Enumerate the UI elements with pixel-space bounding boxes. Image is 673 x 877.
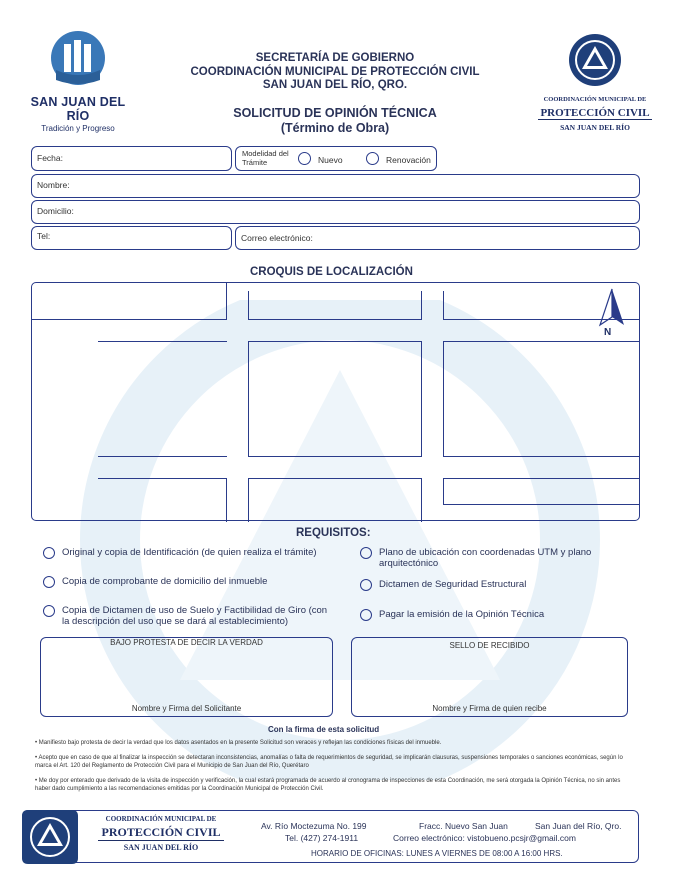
modalidad-label: Modelidad del Trámite <box>242 149 289 167</box>
north-label: N <box>604 327 612 338</box>
req-right-1[interactable]: Plano de ubicación con coordenadas UTM y plano arquitectónico <box>379 548 629 569</box>
signature-solicitante-label: Nombre y Firma del Solicitante <box>131 704 242 713</box>
domicilio-label: Domicilio: <box>37 206 74 216</box>
form-title: SOLICITUD DE OPINIÓN TÉCNICA <box>233 106 437 120</box>
req-right-2[interactable]: Dictamen de Seguridad Estructural <box>379 580 629 591</box>
footer-colonia: Fracc. Nuevo San Juan <box>419 821 508 831</box>
signature-protesta-label: BAJO PROTESTA DE DECIR LA VERDAD <box>110 638 263 647</box>
form-subtitle: (Término de Obra) <box>280 121 390 135</box>
header-block <box>160 52 510 93</box>
correo-label: Correo electrónico: <box>241 233 313 243</box>
renovacion-label: Renovación <box>386 155 431 165</box>
notes-title: Con la firma de esta solicitud <box>268 725 380 734</box>
map-block <box>443 478 640 505</box>
logo-line2: PROTECCIÓN CIVIL <box>540 107 650 119</box>
nuevo-label: Nuevo <box>318 155 343 165</box>
north-arrow-icon <box>592 287 632 337</box>
req-checkbox[interactable] <box>43 576 55 588</box>
requisitos-title: REQUISITOS: <box>296 527 371 539</box>
footer-phone: Tel. (427) 274-1911 <box>285 833 359 843</box>
req-checkbox[interactable] <box>43 547 55 559</box>
municipality-logo <box>22 30 134 133</box>
fecha-label: Fecha: <box>37 153 63 163</box>
map-block <box>248 478 422 522</box>
civil-protection-triangle-icon <box>567 32 623 88</box>
map-block <box>248 341 422 457</box>
sello-recibido-label: SELLO DE RECIBIDO <box>449 641 530 650</box>
header-line2: COORDINACIÓN MUNICIPAL DE PROTECCIÓN CIVIL <box>190 65 480 78</box>
req-left-3[interactable]: Copia de Dictamen de uso de Suelo y Factibilidad de Giro (con la descripción del uso que se dará al establecimiento) <box>62 606 332 627</box>
nuevo-radio[interactable] <box>298 152 311 165</box>
building-columns-icon <box>50 30 106 86</box>
map-block <box>443 341 640 457</box>
footer-logo-line2: PROTECCIÓN CIVIL <box>98 825 223 841</box>
footer-hours: HORARIO DE OFICINAS: LUNES A VIERNES DE 08:00 A 16:00 HRS. <box>311 849 563 858</box>
municipality-name: SAN JUAN DEL RÍO <box>30 95 126 123</box>
req-checkbox[interactable] <box>360 609 372 621</box>
footer-address: Av. Río Moctezuma No. 199 <box>261 821 367 831</box>
tel-label: Tel: <box>37 231 51 241</box>
footer-logo-line1: COORDINACIÓN MUNICIPAL DE <box>105 815 217 823</box>
form-title-block <box>160 106 510 136</box>
footer-city: San Juan del Río, Qro. <box>535 821 622 831</box>
note-item: • Me doy por enterado que derivado de la visita de inspección y verificación, la cual estará programada de acuerdo al cronograma de inspecciones de esta Coordinación, me será otorgada la Opinión Técnica, no sin antes haber dado cumplimiento a las recomendaciones emitidas por la Coordinación Municipal de Protección Civil. <box>35 778 621 792</box>
req-left-2[interactable]: Copia de comprobante de domicilio del inmueble <box>62 577 342 588</box>
domicilio-field[interactable] <box>31 200 640 224</box>
req-left-1[interactable]: Original y copia de Identificación (de quien realiza el trámite) <box>62 548 342 559</box>
signature-box-recibido[interactable] <box>351 637 628 717</box>
nombre-field[interactable] <box>31 174 640 198</box>
signature-box-solicitante[interactable] <box>40 637 333 717</box>
renovacion-radio[interactable] <box>366 152 379 165</box>
req-checkbox[interactable] <box>360 547 372 559</box>
footer-email[interactable]: Correo electrónico: vistobueno.pcsjr@gmail.com <box>393 833 576 843</box>
header-line3: SAN JUAN DEL RÍO, QRO. <box>262 79 408 91</box>
req-checkbox[interactable] <box>43 605 55 617</box>
map-block <box>248 291 422 320</box>
civil-protection-triangle-icon <box>22 810 78 864</box>
croquis-map[interactable] <box>31 282 640 521</box>
nombre-label: Nombre: <box>37 180 70 190</box>
logo-line1: COORDINACIÓN MUNICIPAL DE <box>543 96 647 103</box>
req-right-3[interactable]: Pagar la emisión de la Opinión Técnica <box>379 610 629 621</box>
map-block <box>98 341 227 457</box>
map-block <box>98 478 227 522</box>
municipality-tagline: Tradición y Progreso <box>41 124 115 133</box>
logo-line3: SAN JUAN DEL RÍO <box>560 123 630 132</box>
footer <box>22 810 639 863</box>
footer-logo-line3: SAN JUAN DEL RÍO <box>123 843 199 852</box>
tel-field[interactable] <box>31 226 232 250</box>
header-line1: SECRETARÍA DE GOBIERNO <box>255 52 415 64</box>
note-item: • Manifiesto bajo protesta de decir la verdad que los datos asentados en la presente Solicitud son veraces y reflejan las condiciones físicas del inmueble. <box>35 740 442 746</box>
civil-protection-logo <box>536 32 654 132</box>
req-checkbox[interactable] <box>360 579 372 591</box>
note-item: • Acepto que en caso de que al finalizar la inspección se detectaran inconsistencias, anomalías o falta de requerimientos de seguridad, se implicarán clausuras, suspensiones temporales o sanciones económicas, según lo marca el Art. 120 del Reglamento de Protección Civil para el Municipio de San Juan del Río, Querétaro <box>35 755 623 769</box>
map-block <box>31 282 227 320</box>
signature-recibe-label: Nombre y Firma de quien recibe <box>432 704 547 713</box>
footer-logo-text <box>91 815 231 852</box>
croquis-title: CROQUIS DE LOCALIZACIÓN <box>250 266 413 278</box>
